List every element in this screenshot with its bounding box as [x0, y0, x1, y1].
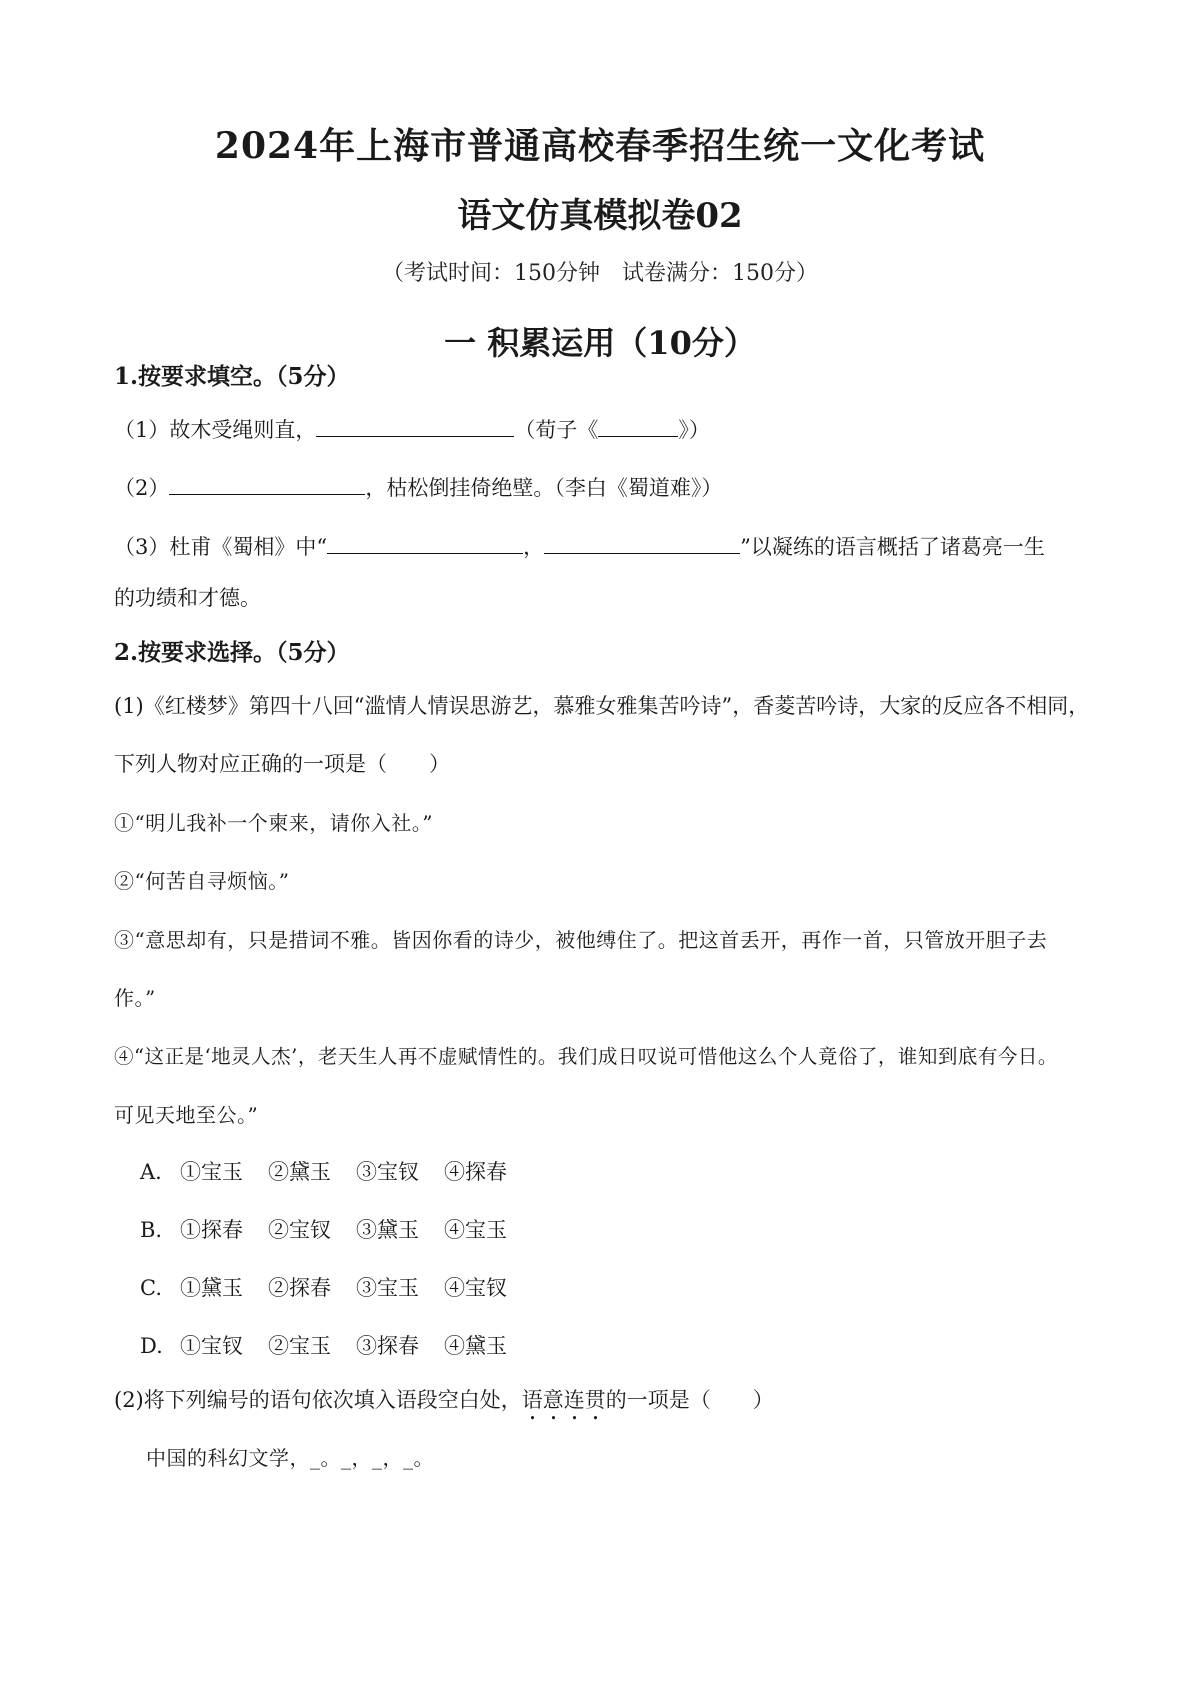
option-item: ③宝玉: [356, 1276, 419, 1300]
option-letter: B.: [140, 1218, 163, 1242]
option-item: ④探春: [444, 1160, 507, 1184]
answer-blank[interactable]: [544, 533, 740, 554]
quote-1: ①“明儿我补一个柬来，请你入社。”: [114, 811, 433, 835]
question-2-heading: 2.按要求选择。（5分）: [114, 639, 350, 666]
option-item: ①探春: [180, 1218, 243, 1242]
answer-blank[interactable]: [316, 416, 514, 437]
q2-sub1-stem: (1)《红楼梦》第四十八回“滥情人情误思游艺，慕雅女雅集苦吟诗”，香菱苦吟诗，大家的反应各不相同，: [114, 694, 1090, 718]
q2-sub2-emphasis: 语意连贯: [521, 1388, 606, 1412]
q1-item-3: [114, 531, 1045, 561]
option-b[interactable]: [140, 1214, 532, 1244]
exam-title: 2024年上海市普通高校春季招生统一文化考试: [214, 125, 986, 167]
option-item: ③黛玉: [356, 1218, 419, 1242]
option-item: ③宝钗: [356, 1160, 419, 1184]
option-d[interactable]: [140, 1330, 532, 1360]
option-item: ④黛玉: [444, 1334, 507, 1358]
q2-sub2-suffix: 的一项是（ ）: [605, 1388, 774, 1412]
q1-item1-prefix: （1）故木受绳则直，: [114, 418, 317, 442]
q2-sub2-stem: [114, 1384, 774, 1425]
option-letter: D.: [140, 1334, 163, 1358]
quote-3-cont: 作。”: [114, 986, 156, 1010]
q1-item-3-cont: 的功绩和才德。: [114, 586, 261, 610]
option-letter: C.: [140, 1276, 162, 1300]
option-item: ①宝玉: [180, 1160, 243, 1184]
option-a[interactable]: [140, 1156, 532, 1186]
q2-sub2-passage: 中国的科幻文学，_。_，_，_。: [146, 1446, 434, 1470]
answer-blank[interactable]: [598, 416, 678, 437]
q1-item3-comma: ，: [523, 535, 545, 559]
q1-item2-suffix: ，枯松倒挂倚绝壁。（李白《蜀道难》）: [365, 476, 723, 500]
option-item: ④宝钗: [444, 1276, 507, 1300]
q1-item2-prefix: （2）: [114, 476, 170, 500]
option-item: ④宝玉: [444, 1218, 507, 1242]
question-1-heading: 1.按要求填空。（5分）: [114, 363, 350, 390]
q2-sub2-prefix: (2)将下列编号的语句依次填入语段空白处，: [114, 1388, 522, 1412]
q1-item1-mid: （荀子《: [514, 418, 599, 442]
q1-item3-prefix: （3）杜甫《蜀相》中“: [114, 535, 328, 559]
option-item: ②宝钗: [268, 1218, 331, 1242]
option-item: ②黛玉: [268, 1160, 331, 1184]
option-item: ①宝钗: [180, 1334, 243, 1358]
option-item: ③探春: [356, 1334, 419, 1358]
option-item: ②宝玉: [268, 1334, 331, 1358]
q1-item-1: [114, 414, 710, 444]
quote-4: ④“这正是‘地灵人杰’，老天生人再不虚赋情性的。我们成日叹说可惜他这么个人竟俗了，谁知到底有今日。: [114, 1045, 1058, 1068]
q2-sub1-stem-cont: 下列人物对应正确的一项是（ ）: [114, 752, 450, 776]
q1-item1-suffix: 》）: [678, 418, 710, 442]
exam-subtitle: 语文仿真模拟卷02: [457, 196, 743, 236]
section-heading: 一 积累运用（10分）: [444, 324, 756, 362]
option-item: ②探春: [268, 1276, 331, 1300]
option-c[interactable]: [140, 1272, 532, 1302]
exam-info: （考试时间：150分钟 试卷满分：150分）: [382, 261, 818, 286]
option-item: ①黛玉: [180, 1276, 243, 1300]
quote-3: ③“意思却有，只是措词不雅。皆因你看的诗少，被他缚住了。把这首丢开，再作一首，只管放开胆子去: [114, 928, 1048, 952]
q1-item-2: [114, 472, 722, 502]
answer-blank[interactable]: [327, 533, 523, 554]
q1-item3-suffix: ”以凝练的语言概括了诸葛亮一生: [740, 535, 1045, 559]
answer-blank[interactable]: [169, 474, 365, 495]
quote-4-cont: 可见天地至公。”: [114, 1103, 259, 1127]
quote-2: ②“何苦自寻烦恼。”: [114, 869, 290, 893]
option-letter: A.: [140, 1160, 162, 1184]
